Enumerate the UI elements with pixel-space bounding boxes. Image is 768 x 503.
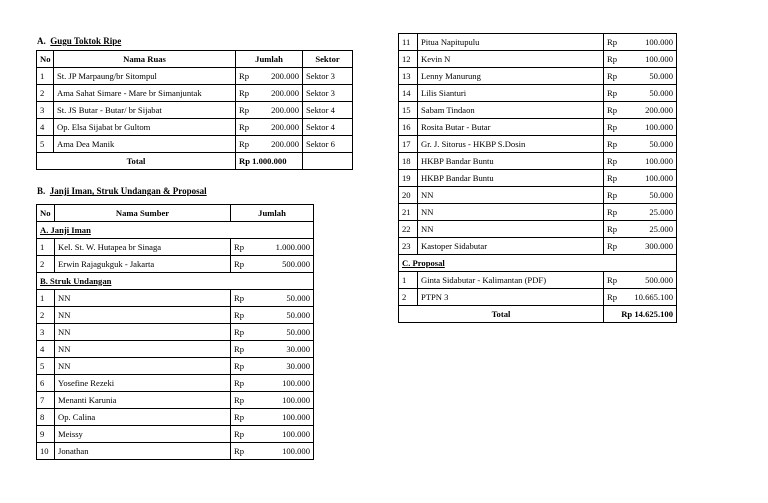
row-amount: 25.000: [624, 221, 677, 238]
header-no: No: [37, 51, 54, 68]
row-sektor: Sektor 4: [303, 102, 353, 119]
row-currency: Rp: [231, 358, 253, 375]
row-name: Gr. J. Sitorus - HKBP S.Dosin: [418, 136, 604, 153]
row-amount: 500.000: [253, 256, 314, 273]
row-amount: 300.000: [624, 238, 677, 255]
header-no: No: [37, 205, 55, 222]
row-number: 6: [37, 375, 55, 392]
row-number: 9: [37, 426, 55, 443]
row-amount: 50.000: [624, 136, 677, 153]
table-continuation: [398, 33, 677, 323]
row-name: NN: [55, 324, 231, 341]
row-name: NN: [418, 204, 604, 221]
subsection-row: [399, 255, 677, 272]
table-row: [399, 68, 677, 85]
row-name: Ama Sahat Simare - Mare br Simanjuntak: [54, 85, 236, 102]
subsection-janji-iman: A. Janji Iman: [37, 222, 314, 239]
table-row: [37, 119, 353, 136]
row-currency: Rp: [604, 51, 624, 68]
row-number: 2: [37, 307, 55, 324]
row-amount: 25.000: [624, 204, 677, 221]
row-amount: 100.000: [624, 119, 677, 136]
row-number: 2: [399, 289, 418, 306]
table-header-row: [37, 205, 314, 222]
total-empty-cell: [303, 153, 353, 170]
row-currency: Rp: [604, 221, 624, 238]
row-currency: Rp: [604, 85, 624, 102]
row-amount: 1.000.000: [253, 239, 314, 256]
row-amount: 100.000: [253, 426, 314, 443]
table-row: [399, 272, 677, 289]
table-header-row: [37, 51, 353, 68]
row-name: St. JP Marpaung/br Sitompul: [54, 68, 236, 85]
row-number: 2: [37, 85, 54, 102]
row-number: 2: [37, 256, 55, 273]
row-currency: Rp: [231, 426, 253, 443]
row-sektor: Sektor 3: [303, 85, 353, 102]
row-number: 19: [399, 170, 418, 187]
row-currency: Rp: [231, 375, 253, 392]
row-currency: Rp: [231, 307, 253, 324]
header-nama-sumber: Nama Sumber: [55, 205, 231, 222]
row-number: 5: [37, 136, 54, 153]
row-name: Kel. St. W. Hutapea br Sinaga: [55, 239, 231, 256]
row-currency: Rp: [604, 187, 624, 204]
row-amount: 50.000: [253, 307, 314, 324]
row-currency: Rp: [231, 443, 253, 460]
table-row: [399, 187, 677, 204]
row-amount: 100.000: [253, 392, 314, 409]
row-currency: Rp: [231, 409, 253, 426]
row-number: 21: [399, 204, 418, 221]
row-currency: Rp: [231, 324, 253, 341]
table-row: [37, 392, 314, 409]
row-currency: Rp: [604, 136, 624, 153]
table-row: [399, 204, 677, 221]
row-amount: 50.000: [624, 85, 677, 102]
row-amount: 50.000: [253, 324, 314, 341]
row-currency: Rp: [604, 34, 624, 51]
row-amount: 50.000: [624, 68, 677, 85]
row-number: 11: [399, 34, 418, 51]
row-name: Meissy: [55, 426, 231, 443]
row-amount: 50.000: [253, 290, 314, 307]
row-amount: 200.000: [255, 68, 303, 85]
row-number: 22: [399, 221, 418, 238]
table-row: [399, 238, 677, 255]
table-row: [37, 341, 314, 358]
row-name: Ginta Sidabutar - Kalimantan (PDF): [418, 272, 604, 289]
row-amount: 100.000: [624, 153, 677, 170]
table-row: [37, 443, 314, 460]
row-currency: Rp: [236, 85, 255, 102]
row-amount: 200.000: [255, 136, 303, 153]
row-number: 13: [399, 68, 418, 85]
row-name: NN: [55, 358, 231, 375]
row-currency: Rp: [231, 290, 253, 307]
subsection-row: [37, 222, 314, 239]
table-row: [37, 324, 314, 341]
row-number: 1: [37, 68, 54, 85]
row-number: 8: [37, 409, 55, 426]
row-name: NN: [55, 290, 231, 307]
table-row: [37, 256, 314, 273]
row-name: Jonathan: [55, 443, 231, 460]
table-row: [37, 290, 314, 307]
subsection-row: [37, 273, 314, 290]
row-name: Erwin Rajagukguk - Jakarta: [55, 256, 231, 273]
row-name: Sabam Tindaon: [418, 102, 604, 119]
row-currency: Rp: [236, 68, 255, 85]
row-currency: Rp: [604, 238, 624, 255]
section-a-title: [37, 36, 121, 46]
total-value: Rp 1.000.000: [236, 153, 303, 170]
row-amount: 200.000: [255, 85, 303, 102]
row-currency: Rp: [231, 392, 253, 409]
row-name: St. JS Butar - Butar/ br Sijabat: [54, 102, 236, 119]
row-amount: 500.000: [624, 272, 677, 289]
row-name: NN: [55, 307, 231, 324]
row-name: Ama Dea Manik: [54, 136, 236, 153]
row-currency: Rp: [236, 119, 255, 136]
row-name: NN: [418, 187, 604, 204]
table-row: [399, 51, 677, 68]
section-a-letter: A.: [37, 36, 46, 46]
table-row: [399, 153, 677, 170]
section-b-letter: B.: [37, 186, 46, 196]
row-currency: Rp: [231, 341, 253, 358]
section-b-heading: Janji Iman, Struk Undangan & Proposal: [49, 186, 207, 196]
row-currency: Rp: [231, 256, 253, 273]
table-row: [399, 119, 677, 136]
row-number: 4: [37, 119, 54, 136]
row-number: 10: [37, 443, 55, 460]
row-amount: 100.000: [624, 170, 677, 187]
row-number: 3: [37, 324, 55, 341]
row-currency: Rp: [236, 102, 255, 119]
table-row: [37, 358, 314, 375]
subsection-proposal: C. Proposal: [399, 255, 677, 272]
row-amount: 30.000: [253, 341, 314, 358]
table-row: [399, 85, 677, 102]
row-amount: 200.000: [624, 102, 677, 119]
row-number: 14: [399, 85, 418, 102]
row-currency: Rp: [604, 68, 624, 85]
row-name: PTPN 3: [418, 289, 604, 306]
row-name: Lilis Sianturi: [418, 85, 604, 102]
table-row: [37, 85, 353, 102]
table-row: [37, 102, 353, 119]
row-name: Kastoper Sidabutar: [418, 238, 604, 255]
row-currency: Rp: [231, 239, 253, 256]
row-number: 16: [399, 119, 418, 136]
row-amount: 200.000: [255, 119, 303, 136]
table-row: [37, 375, 314, 392]
row-sektor: Sektor 4: [303, 119, 353, 136]
table-row: [37, 409, 314, 426]
row-currency: Rp: [604, 272, 624, 289]
row-number: 15: [399, 102, 418, 119]
row-currency: Rp: [604, 204, 624, 221]
table-row: [399, 170, 677, 187]
row-amount: 100.000: [253, 375, 314, 392]
row-name: HKBP Bandar Buntu: [418, 170, 604, 187]
total-row: [37, 153, 353, 170]
row-name: NN: [55, 341, 231, 358]
total-label: Total: [37, 153, 236, 170]
table-row: [37, 307, 314, 324]
header-jumlah: Jumlah: [236, 51, 303, 68]
row-name: Yosefine Rezeki: [55, 375, 231, 392]
row-number: 17: [399, 136, 418, 153]
row-amount: 100.000: [624, 34, 677, 51]
subsection-struk-undangan: B. Struk Undangan: [37, 273, 314, 290]
row-number: 1: [37, 239, 55, 256]
row-currency: Rp: [604, 119, 624, 136]
row-currency: Rp: [604, 289, 624, 306]
row-sektor: Sektor 6: [303, 136, 353, 153]
table-row: [399, 136, 677, 153]
header-sektor: Sektor: [303, 51, 353, 68]
table-janji-iman-struk: [36, 204, 314, 460]
row-number: 20: [399, 187, 418, 204]
row-currency: Rp: [604, 153, 624, 170]
row-name: Pitua Napitupulu: [418, 34, 604, 51]
row-name: HKBP Bandar Buntu: [418, 153, 604, 170]
table-row: [37, 426, 314, 443]
total-label: Total: [399, 306, 604, 323]
row-name: Lenny Manurung: [418, 68, 604, 85]
table-row: [399, 289, 677, 306]
row-name: Menanti Karunia: [55, 392, 231, 409]
row-amount: 200.000: [255, 102, 303, 119]
row-currency: Rp: [604, 170, 624, 187]
row-number: 1: [37, 290, 55, 307]
row-sektor: Sektor 3: [303, 68, 353, 85]
row-number: 4: [37, 341, 55, 358]
row-number: 18: [399, 153, 418, 170]
total-row: [399, 306, 677, 323]
table-row: [37, 239, 314, 256]
row-number: 7: [37, 392, 55, 409]
header-jumlah: Jumlah: [231, 205, 314, 222]
row-number: 5: [37, 358, 55, 375]
row-amount: 50.000: [624, 187, 677, 204]
row-amount: 100.000: [253, 443, 314, 460]
row-number: 3: [37, 102, 54, 119]
section-a-heading: Gugu Toktok Ripe: [50, 36, 122, 46]
header-nama-ruas: Nama Ruas: [54, 51, 236, 68]
row-currency: Rp: [604, 102, 624, 119]
total-value: Rp 14.625.100: [604, 306, 677, 323]
table-gugu-toktok-ripe: [36, 50, 353, 170]
row-amount: 30.000: [253, 358, 314, 375]
table-row: [37, 68, 353, 85]
table-row: [399, 34, 677, 51]
row-name: Kevin N: [418, 51, 604, 68]
table-row: [37, 136, 353, 153]
row-name: Op. Calina: [55, 409, 231, 426]
row-number: 1: [399, 272, 418, 289]
table-row: [399, 102, 677, 119]
row-number: 12: [399, 51, 418, 68]
row-name: NN: [418, 221, 604, 238]
row-name: Rosita Butar - Butar: [418, 119, 604, 136]
row-amount: 100.000: [253, 409, 314, 426]
row-number: 23: [399, 238, 418, 255]
section-b-title: [37, 186, 207, 196]
row-name: Op. Elsa Sijabat br Gultom: [54, 119, 236, 136]
row-currency: Rp: [236, 136, 255, 153]
table-row: [399, 221, 677, 238]
row-amount: 10.665.100: [624, 289, 677, 306]
row-amount: 100.000: [624, 51, 677, 68]
